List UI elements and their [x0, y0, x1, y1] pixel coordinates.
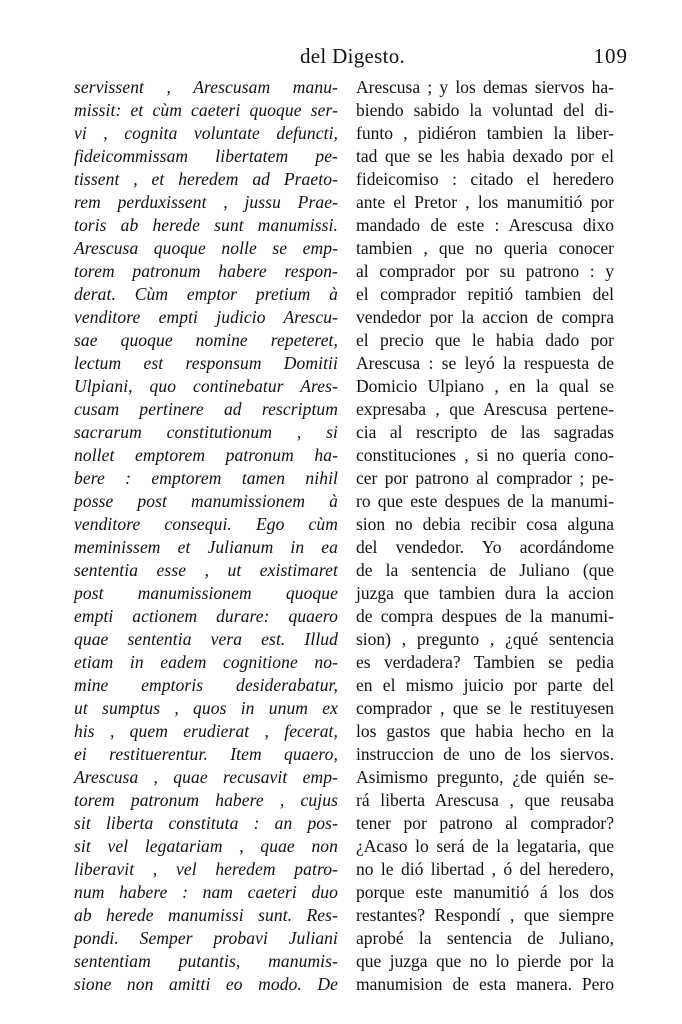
spanish-text-line: cer por patrono al comprador ; pe-: [356, 468, 614, 488]
latin-text-line: ab herede manumissi sunt. Res-: [74, 905, 338, 925]
latin-text-line: num habere : nam caeteri duo: [74, 882, 338, 902]
spanish-text-line: tener por patrono al comprador?: [356, 813, 614, 833]
spanish-text-line: sion no debia recibir cosa alguna: [356, 514, 614, 534]
latin-text-line: cusam pertinere ad rescriptum: [74, 399, 338, 419]
spanish-text-line: ro que este despues de la manumi-: [356, 491, 614, 511]
spanish-text-line: el precio que le habia dado por: [356, 330, 614, 350]
spanish-text-line: del vendedor. Yo acordándome: [356, 537, 614, 557]
spanish-text-column: [356, 76, 614, 996]
spanish-text-line: constituciones , si no queria cono-: [356, 445, 614, 465]
spanish-text-line: biendo sabido la voluntad del di-: [356, 100, 614, 120]
spanish-text-line: instruccion de uno de los siervos.: [356, 744, 614, 764]
latin-text-line: ei restituerentur. Item quaero,: [74, 744, 338, 764]
spanish-text-line: es verdadera? Tambien se pedia: [356, 652, 614, 672]
latin-text-line: nollet emptorem patronum ha-: [74, 445, 338, 465]
spanish-text-line: de la sentencia de Juliano (que: [356, 560, 614, 580]
latin-text-line: post manumissionem quoque: [74, 583, 338, 603]
spanish-text-line: expresaba , que Arescusa pertene-: [356, 399, 614, 419]
latin-text-line: sententiam putantis, manumis-: [74, 951, 338, 971]
latin-text-column: [74, 76, 338, 996]
latin-text-line: quae sententia vera est. Illud: [74, 629, 338, 649]
latin-text-line: etiam in eadem cognitione no-: [74, 652, 338, 672]
spanish-text-line: el comprador repitió tambien del: [356, 284, 614, 304]
spanish-text-line: restantes? Respondí , que siempre: [356, 905, 614, 925]
latin-text-line: meminissem et Julianum in ea: [74, 537, 338, 557]
spanish-text-line: rá liberta Arescusa , que reusaba: [356, 790, 614, 810]
spanish-text-line: manumision de esta manera. Pero: [356, 974, 614, 994]
latin-text-line: sacrarum constitutionum , si: [74, 422, 338, 442]
spanish-text-line: ¿Acaso lo será de la legataria, que: [356, 836, 614, 856]
latin-text-line: mine emptoris desiderabatur,: [74, 675, 338, 695]
spanish-text-line: vendedor por la accion de compra: [356, 307, 614, 327]
spanish-text-line: en el mismo juicio por parte del: [356, 675, 614, 695]
latin-text-line: lectum est responsum Domitii: [74, 353, 338, 373]
latin-text-line: missit: et cùm caeteri quoque ser-: [74, 100, 338, 120]
spanish-text-line: Asimismo pregunto, ¿de quién se-: [356, 767, 614, 787]
spanish-text-line: Arescusa ; y los demas siervos ha-: [356, 77, 614, 97]
spanish-text-line: los gastos que habia hecho en la: [356, 721, 614, 741]
spanish-text-line: cia al rescripto de las sagradas: [356, 422, 614, 442]
page-number: 109: [593, 44, 628, 68]
spanish-text-line: tad que se les habia dexado por el: [356, 146, 614, 166]
latin-text-line: his , quem erudierat , fecerat,: [74, 721, 338, 741]
latin-text-line: toris ab herede sunt manumissi.: [74, 215, 338, 235]
latin-text-line: venditore empti judicio Arescu-: [74, 307, 338, 327]
spanish-text-line: fideicomiso : citado el heredero: [356, 169, 614, 189]
latin-text-line: torem patronum habere respon-: [74, 261, 338, 281]
spanish-text-line: aprobé la sentencia de Juliano,: [356, 928, 614, 948]
spanish-text-line: al comprador por su patrono : y: [356, 261, 614, 281]
latin-text-line: tissent , et heredem ad Praeto-: [74, 169, 338, 189]
latin-text-line: sae quoque nomine repeteret,: [74, 330, 338, 350]
running-title: del Digesto.: [300, 44, 406, 68]
latin-text-line: Ulpiani, quo continebatur Ares-: [74, 376, 338, 396]
latin-text-line: servissent , Arescusam manu-: [74, 77, 338, 97]
page-header: [0, 44, 682, 74]
latin-text-line: Arescusa quoque nolle se emp-: [74, 238, 338, 258]
latin-text-line: Arescusa , quae recusavit emp-: [74, 767, 338, 787]
latin-text-line: derat. Cùm emptor pretium à: [74, 284, 338, 304]
latin-text-line: torem patronum habere , cujus: [74, 790, 338, 810]
spanish-text-line: funto , pidiéron tambien la liber-: [356, 123, 614, 143]
spanish-text-line: comprador , que se le restituyesen: [356, 698, 614, 718]
spanish-text-line: porque este manumitió á los dos: [356, 882, 614, 902]
latin-text-line: sit liberta constituta : an pos-: [74, 813, 338, 833]
spanish-text-line: Domicio Ulpiano , en la qual se: [356, 376, 614, 396]
spanish-text-line: que juzga que no lo pierde por la: [356, 951, 614, 971]
spanish-text-line: juzga que tambien dura la accion: [356, 583, 614, 603]
latin-text-line: vi , cognita voluntate defuncti,: [74, 123, 338, 143]
latin-text-line: empti actionem durare: quaero: [74, 606, 338, 626]
latin-text-line: sit vel legatariam , quae non: [74, 836, 338, 856]
spanish-text-line: sion) , pregunto , ¿qué sentencia: [356, 629, 614, 649]
latin-text-line: fideicommissam libertatem pe-: [74, 146, 338, 166]
spanish-text-line: tambien , que no queria conocer: [356, 238, 614, 258]
latin-text-line: sententia esse , ut existimaret: [74, 560, 338, 580]
spanish-text-line: mandado de este : Arescusa dixo: [356, 215, 614, 235]
spanish-text-line: ante el Pretor , los manumitió por: [356, 192, 614, 212]
latin-text-line: posse post manumissionem à: [74, 491, 338, 511]
latin-text-line: sione non amitti eo modo. De: [74, 974, 338, 994]
latin-text-line: ut sumptus , quos in unum ex: [74, 698, 338, 718]
spanish-text-line: no le dió libertad , ó del heredero,: [356, 859, 614, 879]
latin-text-line: rem perduxissent , jussu Prae-: [74, 192, 338, 212]
latin-text-line: venditore consequi. Ego cùm: [74, 514, 338, 534]
latin-text-line: pondi. Semper probavi Juliani: [74, 928, 338, 948]
spanish-text-line: de compra despues de la manumi-: [356, 606, 614, 626]
latin-text-line: bere : emptorem tamen nihil: [74, 468, 338, 488]
latin-text-line: liberavit , vel heredem patro-: [74, 859, 338, 879]
spanish-text-line: Arescusa : se leyó la respuesta de: [356, 353, 614, 373]
